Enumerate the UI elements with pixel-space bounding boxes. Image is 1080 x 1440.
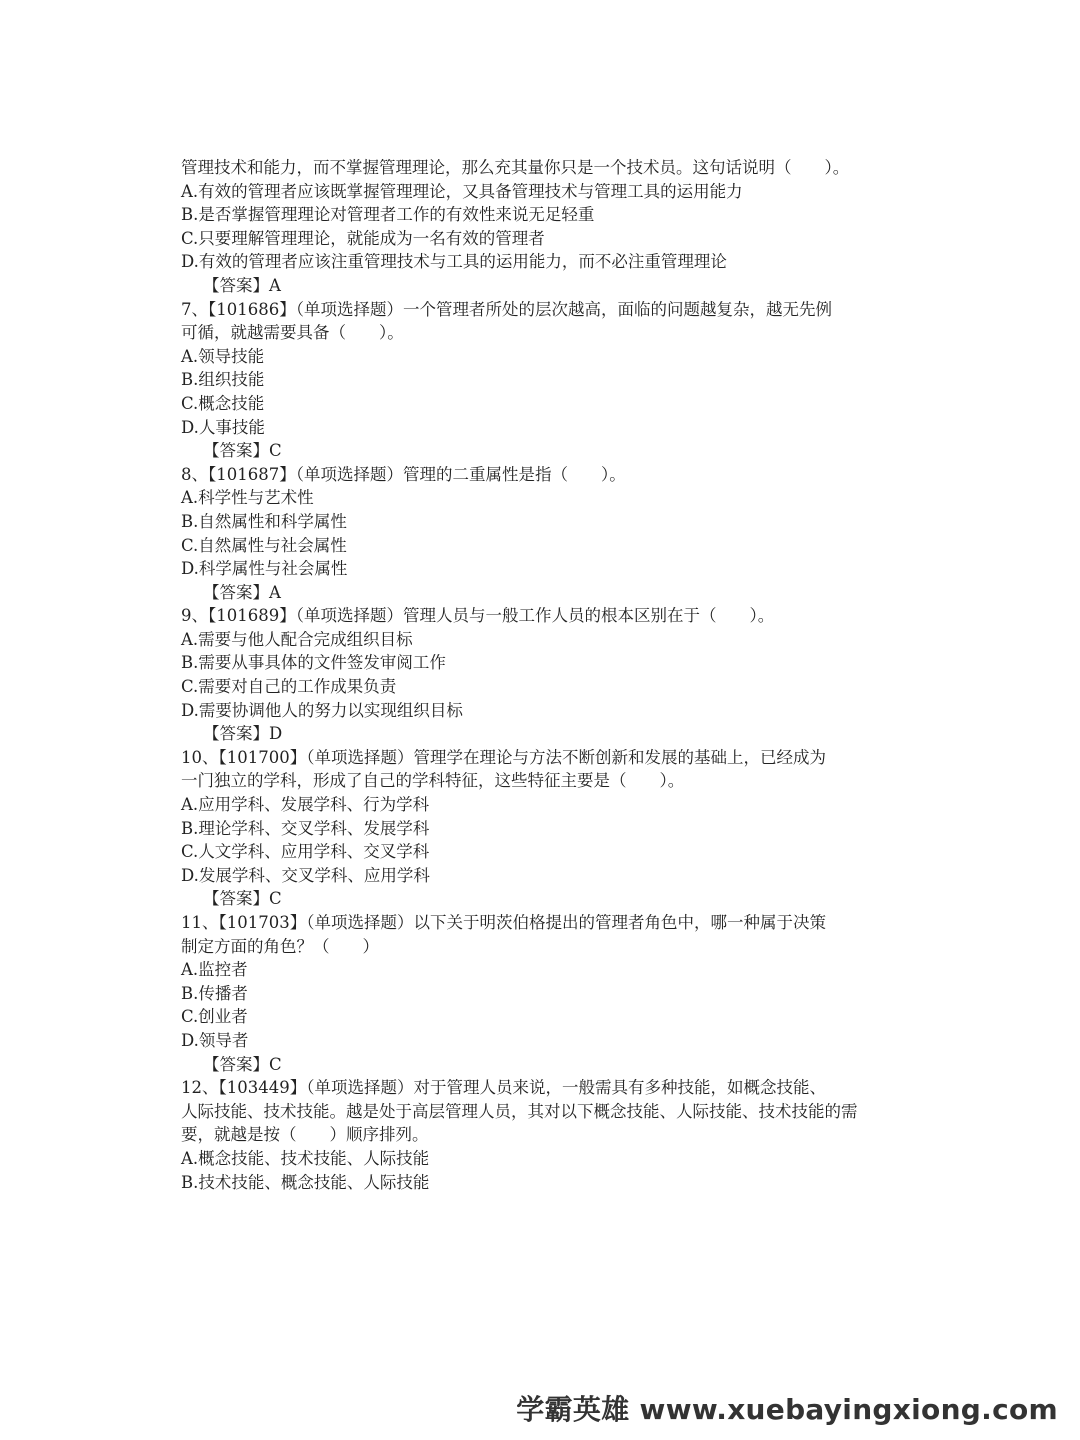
option-a: A.概念技能、技术技能、人际技能 — [181, 1148, 430, 1168]
question-stem-line: 一门独立的学科，形成了自己的学科特征，这些特征主要是（ ）。 — [181, 771, 685, 791]
option-b: B.理论学科、交叉学科、发展学科 — [181, 818, 430, 838]
option-c: C.需要对自己的工作成果负责 — [181, 677, 397, 697]
option-c: C.只要理解管理理论，就能成为一名有效的管理者 — [181, 228, 545, 248]
question-stem: 管理技术和能力，而不掌握管理理论，那么充其量你只是一个技术员。这句话说明（ ）。 — [181, 158, 850, 177]
question-stem-line: 7、【101686】（单项选择题）一个管理者所处的层次越高，面临的问题越复杂，越无先例 — [181, 299, 832, 319]
question-block — [181, 911, 906, 1076]
question-stem-line: 可循，就越需要具备（ ）。 — [181, 323, 404, 343]
option-b: B.技术技能、概念技能、人际技能 — [181, 1172, 430, 1192]
document-page — [181, 156, 906, 1194]
option-b: B.需要从事具体的文件签发审阅工作 — [181, 653, 446, 673]
option-a: A.应用学科、发展学科、行为学科 — [181, 795, 430, 815]
answer-line: 【答案】D — [203, 724, 283, 744]
option-d: D.发展学科、交叉学科、应用学科 — [181, 865, 430, 885]
question-stem-line: 制定方面的角色？（ ） — [181, 936, 379, 956]
option-a: A.科学性与艺术性 — [181, 488, 314, 508]
question-block-6 — [181, 156, 906, 298]
option-a: A.领导技能 — [181, 346, 265, 366]
answer-line: 【答案】A — [203, 275, 281, 295]
answer-line: 【答案】C — [203, 889, 282, 909]
option-c: C.创业者 — [181, 1007, 248, 1027]
option-d: D.科学属性与社会属性 — [181, 559, 348, 579]
option-a: A.有效的管理者应该既掌握管理理论，又具备管理技术与管理工具的运用能力 — [181, 181, 743, 201]
option-b: B.是否掌握管理理论对管理者工作的有效性来说无足轻重 — [181, 205, 595, 225]
option-c: C.自然属性与社会属性 — [181, 535, 347, 555]
site-watermark: 学霸英雄 www.xuebayingxiong.com — [516, 1393, 1058, 1426]
option-a: A.需要与他人配合完成组织目标 — [181, 629, 413, 649]
option-b: B.自然属性和科学属性 — [181, 511, 347, 531]
option-c: C.人文学科、应用学科、交叉学科 — [181, 842, 430, 862]
option-a: A.监控者 — [181, 960, 248, 980]
option-b: B.组织技能 — [181, 370, 265, 390]
answer-line: 【答案】C — [203, 441, 282, 461]
question-block — [181, 746, 906, 911]
option-c: C.概念技能 — [181, 393, 265, 413]
option-d: D.有效的管理者应该注重管理技术与工具的运用能力，而不必注重管理理论 — [181, 252, 727, 272]
question-stem-line: 11、【101703】（单项选择题）以下关于明茨伯格提出的管理者角色中，哪一种属于决策 — [181, 913, 826, 932]
question-stem-line: 10、【101700】（单项选择题）管理学在理论与方法不断创新和发展的基础上，已经成为 — [181, 747, 826, 767]
option-b: B.传播者 — [181, 983, 248, 1003]
option-d: D.需要协调他人的努力以实现组织目标 — [181, 700, 463, 720]
question-block — [181, 298, 906, 463]
question-list — [181, 298, 906, 1195]
answer-line: 【答案】C — [203, 1054, 282, 1074]
question-block — [181, 604, 906, 746]
question-stem-line: 12、【103449】（单项选择题）对于管理人员来说，一般需具有多种技能，如概念技能、 — [181, 1078, 826, 1098]
question-stem-line: 8、【101687】（单项选择题）管理的二重属性是指（ ）。 — [181, 464, 626, 484]
question-stem-line: 9、【101689】（单项选择题）管理人员与一般工作人员的根本区别在于（ ）。 — [181, 606, 775, 626]
option-d: D.领导者 — [181, 1030, 249, 1050]
question-block — [181, 1076, 906, 1194]
question-block — [181, 463, 906, 605]
answer-line: 【答案】A — [203, 582, 281, 602]
question-stem-line: 人际技能、技术技能。越是处于高层管理人员，其对以下概念技能、人际技能、技术技能的需 — [181, 1101, 858, 1121]
option-d: D.人事技能 — [181, 417, 265, 437]
question-stem-line: 要，就越是按（ ）顺序排列。 — [181, 1125, 429, 1145]
